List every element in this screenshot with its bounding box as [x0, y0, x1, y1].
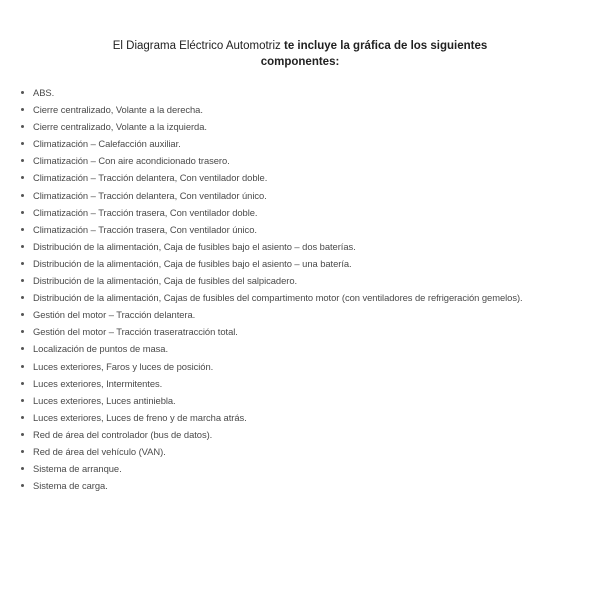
bullet-icon [21, 125, 24, 128]
list-item [21, 443, 596, 460]
heading-bold-text-line2: componentes: [260, 56, 340, 68]
bullet-icon [21, 330, 24, 333]
bullet-icon [21, 142, 24, 145]
list-item-text: Distribución de la alimentación, Caja de fusibles bajo el asiento – dos baterías. [33, 240, 356, 252]
bullet-icon [21, 365, 24, 368]
list-item [21, 101, 596, 118]
bullet-icon [21, 296, 24, 299]
list-item [21, 187, 596, 204]
list-item-text: Luces exteriores, Luces de freno y de marcha atrás. [33, 411, 247, 423]
heading-bold-text-line1: te incluye la gráfica de los siguientes [284, 40, 488, 52]
bullet-icon [21, 313, 24, 316]
list-item-text: Localización de puntos de masa. [33, 343, 168, 355]
list-item-text: Gestión del motor – Tracción traseratracción total. [33, 326, 238, 338]
bullet-icon [21, 416, 24, 419]
list-item-text: Climatización – Tracción trasera, Con ventilador único. [33, 223, 257, 235]
bullet-icon [21, 211, 24, 214]
list-item-text: Climatización – Tracción delantera, Con ventilador doble. [33, 172, 268, 184]
list-item [21, 289, 596, 306]
list-item-text: ABS. [33, 87, 55, 98]
list-item-text: Sistema de carga. [33, 480, 108, 492]
bullet-icon [21, 382, 24, 385]
bullet-icon [21, 450, 24, 453]
list-item-text: Red de área del controlador (bus de datos). [33, 428, 213, 440]
list-item [21, 306, 596, 323]
bullet-icon [21, 484, 24, 487]
list-item [21, 84, 596, 101]
list-item-text: Cierre centralizado, Volante a la izquierda. [33, 121, 207, 133]
list-item [21, 238, 596, 255]
list-item-text: Climatización – Tracción trasera, Con ventilador doble. [33, 206, 258, 218]
bullet-icon [21, 91, 24, 94]
list-item [21, 375, 596, 392]
list-item-text: Climatización – Calefacción auxiliar. [33, 138, 181, 150]
bullet-icon [21, 262, 24, 265]
list-item-text: Distribución de la alimentación, Cajas de fusibles del compartimento motor (con ventiladores de refrigeración gemelos). [33, 292, 523, 304]
bullet-icon [21, 433, 24, 436]
bullet-icon [21, 108, 24, 111]
list-item [21, 392, 596, 409]
list-item [21, 135, 596, 152]
list-item-text: Gestión del motor – Tracción delantera. [33, 309, 196, 321]
bullet-icon [21, 228, 24, 231]
bullet-icon [21, 399, 24, 402]
list-item [21, 460, 596, 477]
list-item [21, 221, 596, 238]
list-item [21, 255, 596, 272]
list-item [21, 409, 596, 426]
list-item [21, 358, 596, 375]
list-item [21, 152, 596, 169]
list-item [21, 426, 596, 443]
list-item-text: Sistema de arranque. [33, 463, 122, 475]
heading-normal-text: El Diagrama Eléctrico Automotriz [112, 40, 285, 52]
list-item-text: Distribución de la alimentación, Caja de fusibles del salpicadero. [33, 275, 298, 287]
component-list [21, 84, 596, 494]
list-item-text: Climatización – Tracción delantera, Con ventilador único. [33, 189, 267, 201]
list-item [21, 118, 596, 135]
list-item [21, 204, 596, 221]
list-item-text: Distribución de la alimentación, Caja de fusibles bajo el asiento – una batería. [33, 257, 352, 269]
bullet-icon [21, 159, 24, 162]
list-item-text: Red de área del vehículo (VAN). [33, 445, 166, 457]
intro-heading [0, 38, 600, 70]
list-item [21, 323, 596, 340]
bullet-icon [21, 176, 24, 179]
list-item [21, 340, 596, 357]
bullet-icon [21, 245, 24, 248]
bullet-icon [21, 467, 24, 470]
list-item-text: Luces exteriores, Intermitentes. [33, 377, 163, 389]
list-item-text: Luces exteriores, Luces antiniebla. [33, 394, 176, 406]
list-item [21, 272, 596, 289]
bullet-icon [21, 279, 24, 282]
list-item-text: Luces exteriores, Faros y luces de posición. [33, 360, 214, 372]
bullet-icon [21, 347, 24, 350]
bullet-icon [21, 194, 24, 197]
list-item [21, 477, 596, 494]
list-item-text: Cierre centralizado, Volante a la derecha. [33, 104, 203, 116]
list-item-text: Climatización – Con aire acondicionado trasero. [33, 155, 230, 167]
list-item [21, 169, 596, 186]
